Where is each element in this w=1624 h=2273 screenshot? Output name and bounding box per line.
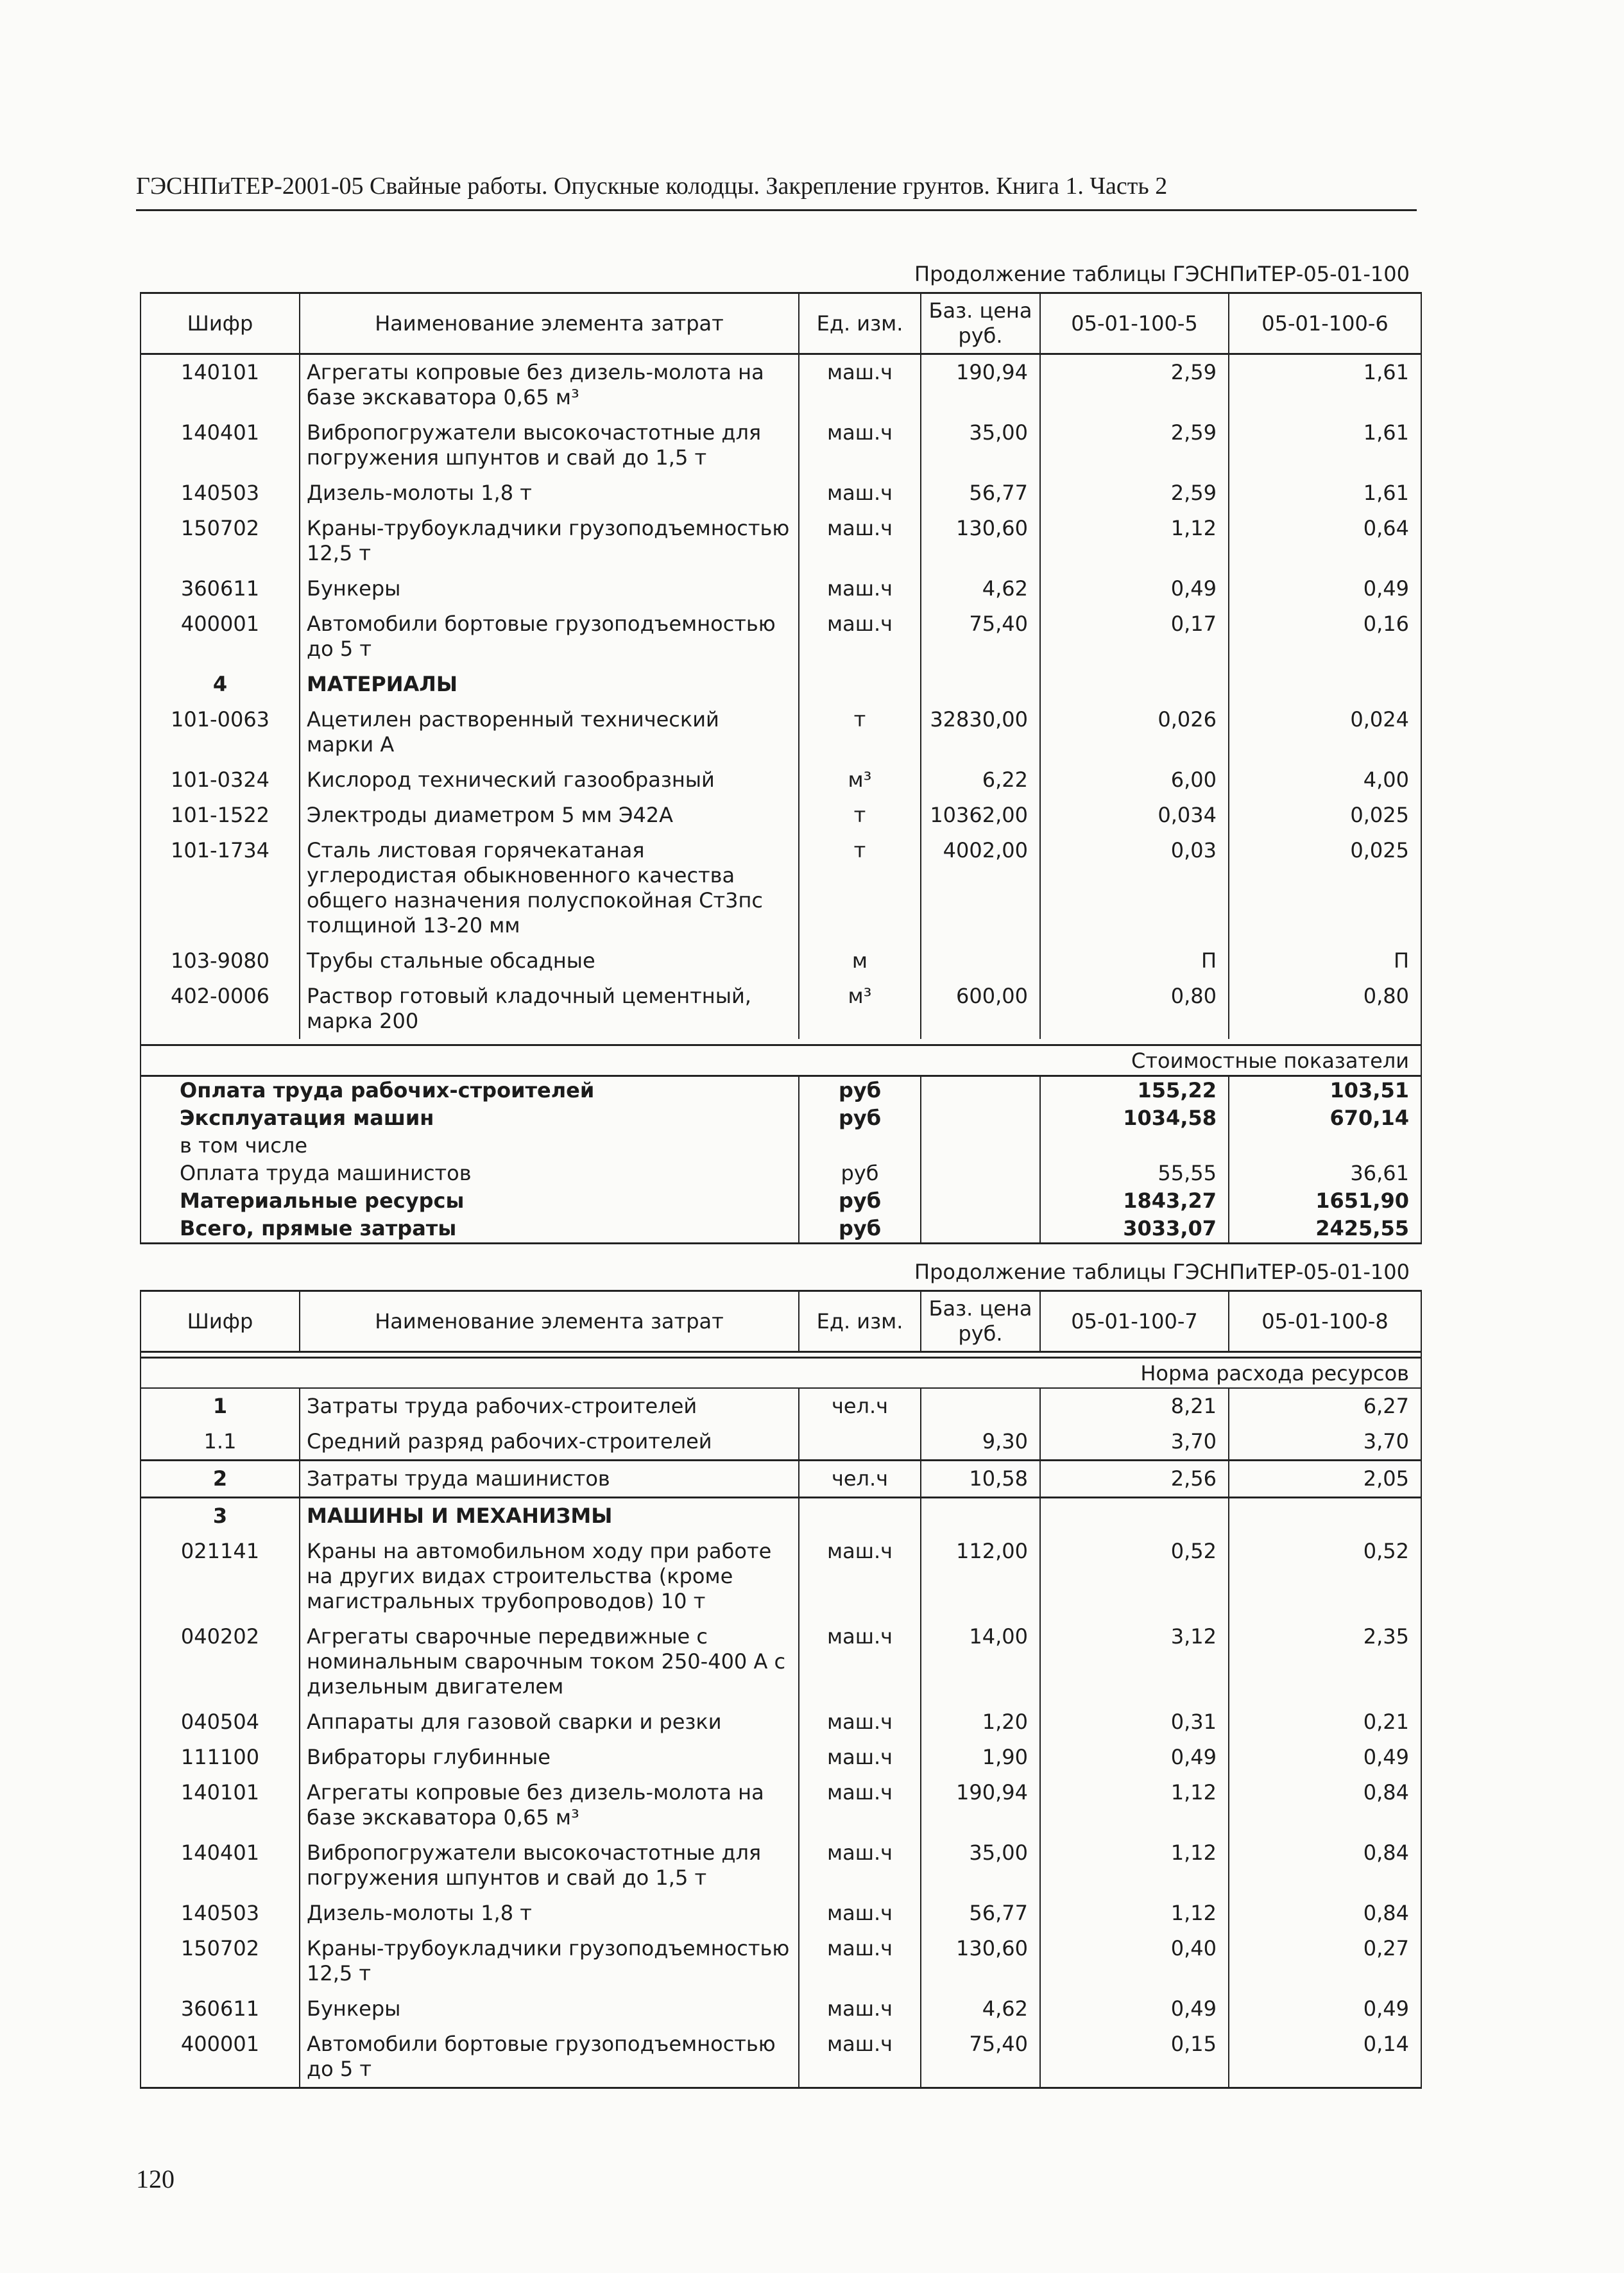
cell-unit: маш.ч: [799, 511, 921, 571]
band-label: Стоимостные показатели: [141, 1045, 1421, 1076]
cell-name: Дизель-молоты 1,8 т: [300, 1896, 799, 1931]
table-row: [141, 511, 1421, 571]
cell-value-b: 0,84: [1229, 1835, 1421, 1896]
cell-unit: чел.ч: [799, 1388, 921, 1424]
cell-name: Бункеры: [300, 1991, 799, 2027]
table-row: [141, 798, 1421, 833]
cell-unit: т: [799, 702, 921, 762]
cell-name: Вибропогружатели высокочастотные для погружения шпунтов и свай до 1,5 т: [300, 415, 799, 476]
cell-price: 9,30: [921, 1424, 1040, 1461]
cell-value-b: 1,61: [1229, 415, 1421, 476]
table-row: [141, 415, 1421, 476]
table-row: [141, 1896, 1421, 1931]
table-row: [141, 606, 1421, 667]
cell-value-b: 0,84: [1229, 1896, 1421, 1931]
cell-value-a: 0,49: [1040, 1991, 1229, 2027]
col-header-code: Шифр: [141, 293, 300, 354]
cell-price: 112,00: [921, 1534, 1040, 1619]
cell-price: 600,00: [921, 979, 1040, 1039]
totals-price-empty: [921, 1160, 1040, 1187]
page-number: 120: [136, 2165, 175, 2193]
cell-name: Агрегаты копровые без дизель-молота на базе экскаватора 0,65 м³: [300, 1775, 799, 1835]
cell-value-a: 6,00: [1040, 762, 1229, 798]
cell-value-b: 0,49: [1229, 1991, 1421, 2027]
col-header-unit: Ед. изм.: [799, 1291, 921, 1352]
table2-caption: Продолжение таблицы ГЭСНПиТЕР-05-01-100: [914, 1260, 1410, 1284]
cell-name: Вибраторы глубинные: [300, 1740, 799, 1775]
table-row: [141, 943, 1421, 979]
cell-code: 400001: [141, 2027, 300, 2088]
cell-code: 150702: [141, 1931, 300, 1991]
cell-name: Бункеры: [300, 571, 799, 606]
cell-unit: маш.ч: [799, 1835, 921, 1896]
cell-name: Вибропогружатели высокочастотные для погружения шпунтов и свай до 1,5 т: [300, 1835, 799, 1896]
totals-row: [141, 1215, 1421, 1244]
cell-name: Агрегаты сварочные передвижные с номинальным сварочным током 250-400 А с дизельным двигателем: [300, 1619, 799, 1704]
totals-unit: руб: [799, 1104, 921, 1132]
col-header-a: 05-01-100-7: [1040, 1291, 1229, 1352]
spacer-row: [141, 1039, 1421, 1045]
cell-value-a: 0,52: [1040, 1534, 1229, 1619]
cell-unit: маш.ч: [799, 476, 921, 511]
cell-code: 040202: [141, 1619, 300, 1704]
table-row: [141, 1461, 1421, 1498]
cell-name: Электроды диаметром 5 мм Э42А: [300, 798, 799, 833]
cell-value-b: [1229, 667, 1421, 702]
totals-price-empty: [921, 1215, 1040, 1244]
cell-price: 56,77: [921, 476, 1040, 511]
cell-value-b: 1,61: [1229, 476, 1421, 511]
cell-value-a: 0,31: [1040, 1704, 1229, 1740]
cell-value-b: [1229, 1498, 1421, 1534]
cell-price: 1,20: [921, 1704, 1040, 1740]
cell-value-a: 0,034: [1040, 798, 1229, 833]
totals-row: [141, 1132, 1421, 1160]
cell-unit: т: [799, 833, 921, 943]
table-row: [141, 476, 1421, 511]
cell-code: 101-0324: [141, 762, 300, 798]
cell-value-a: 8,21: [1040, 1388, 1229, 1424]
totals-unit: [799, 1132, 921, 1160]
col-header-price: Баз. цена руб.: [921, 293, 1040, 354]
cell-value-a: 0,80: [1040, 979, 1229, 1039]
totals-label: Эксплуатация машин: [141, 1104, 799, 1132]
cell-value-b: 0,49: [1229, 571, 1421, 606]
cell-value-b: 0,025: [1229, 833, 1421, 943]
band-label: Норма расхода ресурсов: [141, 1358, 1421, 1389]
table1-caption: Продолжение таблицы ГЭСНПиТЕР-05-01-100: [914, 262, 1410, 286]
cell-code: 140503: [141, 1896, 300, 1931]
cell-value-a: 1,12: [1040, 1775, 1229, 1835]
cell-value-a: 0,40: [1040, 1931, 1229, 1991]
cell-code: 103-9080: [141, 943, 300, 979]
table-row: [141, 1775, 1421, 1835]
cell-value-b: 3,70: [1229, 1424, 1421, 1461]
totals-unit: руб: [799, 1215, 921, 1244]
cell-unit: чел.ч: [799, 1461, 921, 1498]
cell-value-a: 2,59: [1040, 476, 1229, 511]
cell-value-a: 3,12: [1040, 1619, 1229, 1704]
table-row: [141, 1835, 1421, 1896]
spacer-cell: [141, 1352, 1421, 1358]
cell-unit: маш.ч: [799, 415, 921, 476]
cell-name: Ацетилен растворенный технический марки А: [300, 702, 799, 762]
cell-price: 32830,00: [921, 702, 1040, 762]
col-header-name: Наименование элемента затрат: [300, 1291, 799, 1352]
cell-code: 402-0006: [141, 979, 300, 1039]
cell-name: Затраты труда машинистов: [300, 1461, 799, 1498]
totals-label: Материальные ресурсы: [141, 1187, 799, 1215]
cell-name: Сталь листовая горячекатаная углеродистая обыкновенного качества общего назначения полуспокойная Ст3пс толщиной 13-20 мм: [300, 833, 799, 943]
totals-label: Всего, прямые затраты: [141, 1215, 799, 1244]
running-header: ГЭСНПиТЕР-2001-05 Свайные работы. Опускные колодцы. Закрепление грунтов. Книга 1. Часть 2: [136, 173, 1168, 200]
cell-code: 2: [141, 1461, 300, 1498]
cell-value-a: 0,03: [1040, 833, 1229, 943]
col-header-a: 05-01-100-5: [1040, 293, 1229, 354]
cell-unit: [799, 1498, 921, 1534]
band-row: [141, 1358, 1421, 1389]
col-header-b: 05-01-100-8: [1229, 1291, 1421, 1352]
cell-name: Кислород технический газообразный: [300, 762, 799, 798]
cell-price: 10362,00: [921, 798, 1040, 833]
table1-body: [141, 354, 1421, 1244]
table-row: [141, 1424, 1421, 1461]
totals-row: [141, 1160, 1421, 1187]
col-header-code: Шифр: [141, 1291, 300, 1352]
cell-name: Автомобили бортовые грузоподъемностью до 5 т: [300, 606, 799, 667]
totals-value-a: 155,22: [1040, 1076, 1229, 1105]
col-header-b: 05-01-100-6: [1229, 293, 1421, 354]
totals-value-a: 1843,27: [1040, 1187, 1229, 1215]
table-row: [141, 1991, 1421, 2027]
cell-value-a: 2,59: [1040, 415, 1229, 476]
cell-code: 140101: [141, 1775, 300, 1835]
cell-price: 4,62: [921, 1991, 1040, 2027]
cell-name: Краны-трубоукладчики грузоподъемностью 12,5 т: [300, 1931, 799, 1991]
cell-value-b: 0,024: [1229, 702, 1421, 762]
cell-name: Затраты труда рабочих-строителей: [300, 1388, 799, 1424]
totals-value-b: 36,61: [1229, 1160, 1421, 1187]
cell-price: 35,00: [921, 1835, 1040, 1896]
cell-code: 400001: [141, 606, 300, 667]
cell-unit: маш.ч: [799, 1740, 921, 1775]
table-row: [141, 2027, 1421, 2088]
cell-unit: т: [799, 798, 921, 833]
totals-value-a: [1040, 1132, 1229, 1160]
cell-unit: маш.ч: [799, 1534, 921, 1619]
cell-unit: маш.ч: [799, 354, 921, 416]
cell-code: 3: [141, 1498, 300, 1534]
cell-unit: маш.ч: [799, 1931, 921, 1991]
cell-value-a: 3,70: [1040, 1424, 1229, 1461]
totals-label: Оплата труда рабочих-строителей: [141, 1076, 799, 1105]
cell-value-a: 0,49: [1040, 571, 1229, 606]
cell-value-b: 2,35: [1229, 1619, 1421, 1704]
table-row: [141, 979, 1421, 1039]
table-row: [141, 762, 1421, 798]
totals-row: [141, 1076, 1421, 1105]
totals-price-empty: [921, 1104, 1040, 1132]
cell-code: 040504: [141, 1704, 300, 1740]
table-row: [141, 833, 1421, 943]
cell-price: [921, 943, 1040, 979]
col-header-name: Наименование элемента затрат: [300, 293, 799, 354]
section-row: [141, 1498, 1421, 1534]
cell-name: Раствор готовый кладочный цементный, марка 200: [300, 979, 799, 1039]
cell-code: 1.1: [141, 1424, 300, 1461]
cell-unit: маш.ч: [799, 1619, 921, 1704]
cell-price: 75,40: [921, 606, 1040, 667]
cell-value-b: 6,27: [1229, 1388, 1421, 1424]
cell-name: Дизель-молоты 1,8 т: [300, 476, 799, 511]
totals-value-b: 103,51: [1229, 1076, 1421, 1105]
cell-value-a: [1040, 667, 1229, 702]
spacer-cell: [141, 1039, 1421, 1045]
cell-unit: м³: [799, 979, 921, 1039]
cell-price: 4,62: [921, 571, 1040, 606]
cell-value-b: 4,00: [1229, 762, 1421, 798]
cell-price: 75,40: [921, 2027, 1040, 2088]
table1: [140, 292, 1421, 1244]
cell-code: 101-1734: [141, 833, 300, 943]
cell-unit: маш.ч: [799, 1991, 921, 2027]
table-row: [141, 1534, 1421, 1619]
cell-value-b: 0,80: [1229, 979, 1421, 1039]
totals-label: в том числе: [141, 1132, 799, 1160]
totals-value-b: 1651,90: [1229, 1187, 1421, 1215]
cell-value-a: 1,12: [1040, 1835, 1229, 1896]
cell-code: 101-0063: [141, 702, 300, 762]
cell-price: [921, 1388, 1040, 1424]
table-row: [141, 1931, 1421, 1991]
totals-label: Оплата труда машинистов: [141, 1160, 799, 1187]
cell-unit: [799, 1424, 921, 1461]
totals-price-empty: [921, 1187, 1040, 1215]
cell-price: 56,77: [921, 1896, 1040, 1931]
cell-unit: м³: [799, 762, 921, 798]
table-row: [141, 571, 1421, 606]
cell-value-b: 0,49: [1229, 1740, 1421, 1775]
cell-value-a: 0,49: [1040, 1740, 1229, 1775]
cell-value-a: [1040, 1498, 1229, 1534]
cell-value-b: 2,05: [1229, 1461, 1421, 1498]
totals-value-b: [1229, 1132, 1421, 1160]
cell-name: МАШИНЫ И МЕХАНИЗМЫ: [300, 1498, 799, 1534]
totals-unit: руб: [799, 1187, 921, 1215]
cell-code: 140401: [141, 415, 300, 476]
cell-code: 4: [141, 667, 300, 702]
cell-price: 1,90: [921, 1740, 1040, 1775]
cell-name: Автомобили бортовые грузоподъемностью до 5 т: [300, 2027, 799, 2088]
table-row: [141, 702, 1421, 762]
cell-unit: м: [799, 943, 921, 979]
section-row: [141, 667, 1421, 702]
header-rule: [136, 209, 1417, 211]
cell-name: Агрегаты копровые без дизель-молота на базе экскаватора 0,65 м³: [300, 354, 799, 416]
cell-unit: маш.ч: [799, 571, 921, 606]
totals-row: [141, 1104, 1421, 1132]
cell-code: 140101: [141, 354, 300, 416]
totals-value-b: 2425,55: [1229, 1215, 1421, 1244]
cell-value-a: 2,59: [1040, 354, 1229, 416]
cell-price: 35,00: [921, 415, 1040, 476]
cell-code: 150702: [141, 511, 300, 571]
cell-value-a: 1,12: [1040, 1896, 1229, 1931]
col-header-unit: Ед. изм.: [799, 293, 921, 354]
cell-code: 021141: [141, 1534, 300, 1619]
cell-unit: маш.ч: [799, 1704, 921, 1740]
cell-code: 101-1522: [141, 798, 300, 833]
cell-name: МАТЕРИАЛЫ: [300, 667, 799, 702]
cell-price: 190,94: [921, 1775, 1040, 1835]
table-row: [141, 1619, 1421, 1704]
cell-value-b: П: [1229, 943, 1421, 979]
cell-value-b: 1,61: [1229, 354, 1421, 416]
totals-unit: руб: [799, 1160, 921, 1187]
cell-name: Трубы стальные обсадные: [300, 943, 799, 979]
cell-value-b: 0,025: [1229, 798, 1421, 833]
cell-code: 140503: [141, 476, 300, 511]
cell-code: 140401: [141, 1835, 300, 1896]
cell-unit: [799, 667, 921, 702]
table-row: [141, 1740, 1421, 1775]
cell-price: [921, 667, 1040, 702]
cell-value-b: 0,64: [1229, 511, 1421, 571]
table2: [140, 1290, 1421, 2089]
cell-price: 130,60: [921, 511, 1040, 571]
cell-value-a: 2,56: [1040, 1461, 1229, 1498]
cell-price: 130,60: [921, 1931, 1040, 1991]
cell-value-b: 0,14: [1229, 2027, 1421, 2088]
totals-unit: руб: [799, 1076, 921, 1105]
totals-value-a: 1034,58: [1040, 1104, 1229, 1132]
col-header-price: Баз. цена руб.: [921, 1291, 1040, 1352]
cell-name: Аппараты для газовой сварки и резки: [300, 1704, 799, 1740]
cell-unit: маш.ч: [799, 2027, 921, 2088]
table-row: [141, 1388, 1421, 1424]
cell-price: 6,22: [921, 762, 1040, 798]
cell-value-a: 0,15: [1040, 2027, 1229, 2088]
spacer-row: [141, 1352, 1421, 1358]
cell-value-b: 0,16: [1229, 606, 1421, 667]
table-row: [141, 354, 1421, 416]
cell-unit: маш.ч: [799, 606, 921, 667]
cell-value-a: 0,026: [1040, 702, 1229, 762]
cell-code: 1: [141, 1388, 300, 1424]
cell-price: 190,94: [921, 354, 1040, 416]
cell-value-a: 0,17: [1040, 606, 1229, 667]
cell-value-b: 0,52: [1229, 1534, 1421, 1619]
cell-value-a: 1,12: [1040, 511, 1229, 571]
table2-body: [141, 1352, 1421, 2088]
cell-code: 360611: [141, 571, 300, 606]
cell-value-a: П: [1040, 943, 1229, 979]
cell-value-b: 0,84: [1229, 1775, 1421, 1835]
totals-row: [141, 1187, 1421, 1215]
cell-price: [921, 1498, 1040, 1534]
totals-value-a: 3033,07: [1040, 1215, 1229, 1244]
cell-name: Краны-трубоукладчики грузоподъемностью 12,5 т: [300, 511, 799, 571]
band-row: [141, 1045, 1421, 1076]
cell-code: 111100: [141, 1740, 300, 1775]
cell-price: 14,00: [921, 1619, 1040, 1704]
totals-price-empty: [921, 1132, 1040, 1160]
totals-value-a: 55,55: [1040, 1160, 1229, 1187]
cell-price: 10,58: [921, 1461, 1040, 1498]
cell-value-b: 0,21: [1229, 1704, 1421, 1740]
cell-code: 360611: [141, 1991, 300, 2027]
totals-value-b: 670,14: [1229, 1104, 1421, 1132]
cell-unit: маш.ч: [799, 1896, 921, 1931]
cell-name: Краны на автомобильном ходу при работе на других видах строительства (кроме магистральных трубопроводов) 10 т: [300, 1534, 799, 1619]
totals-price-empty: [921, 1076, 1040, 1105]
cell-price: 4002,00: [921, 833, 1040, 943]
cell-name: Средний разряд рабочих-строителей: [300, 1424, 799, 1461]
table-row: [141, 1704, 1421, 1740]
cell-unit: маш.ч: [799, 1775, 921, 1835]
cell-value-b: 0,27: [1229, 1931, 1421, 1991]
